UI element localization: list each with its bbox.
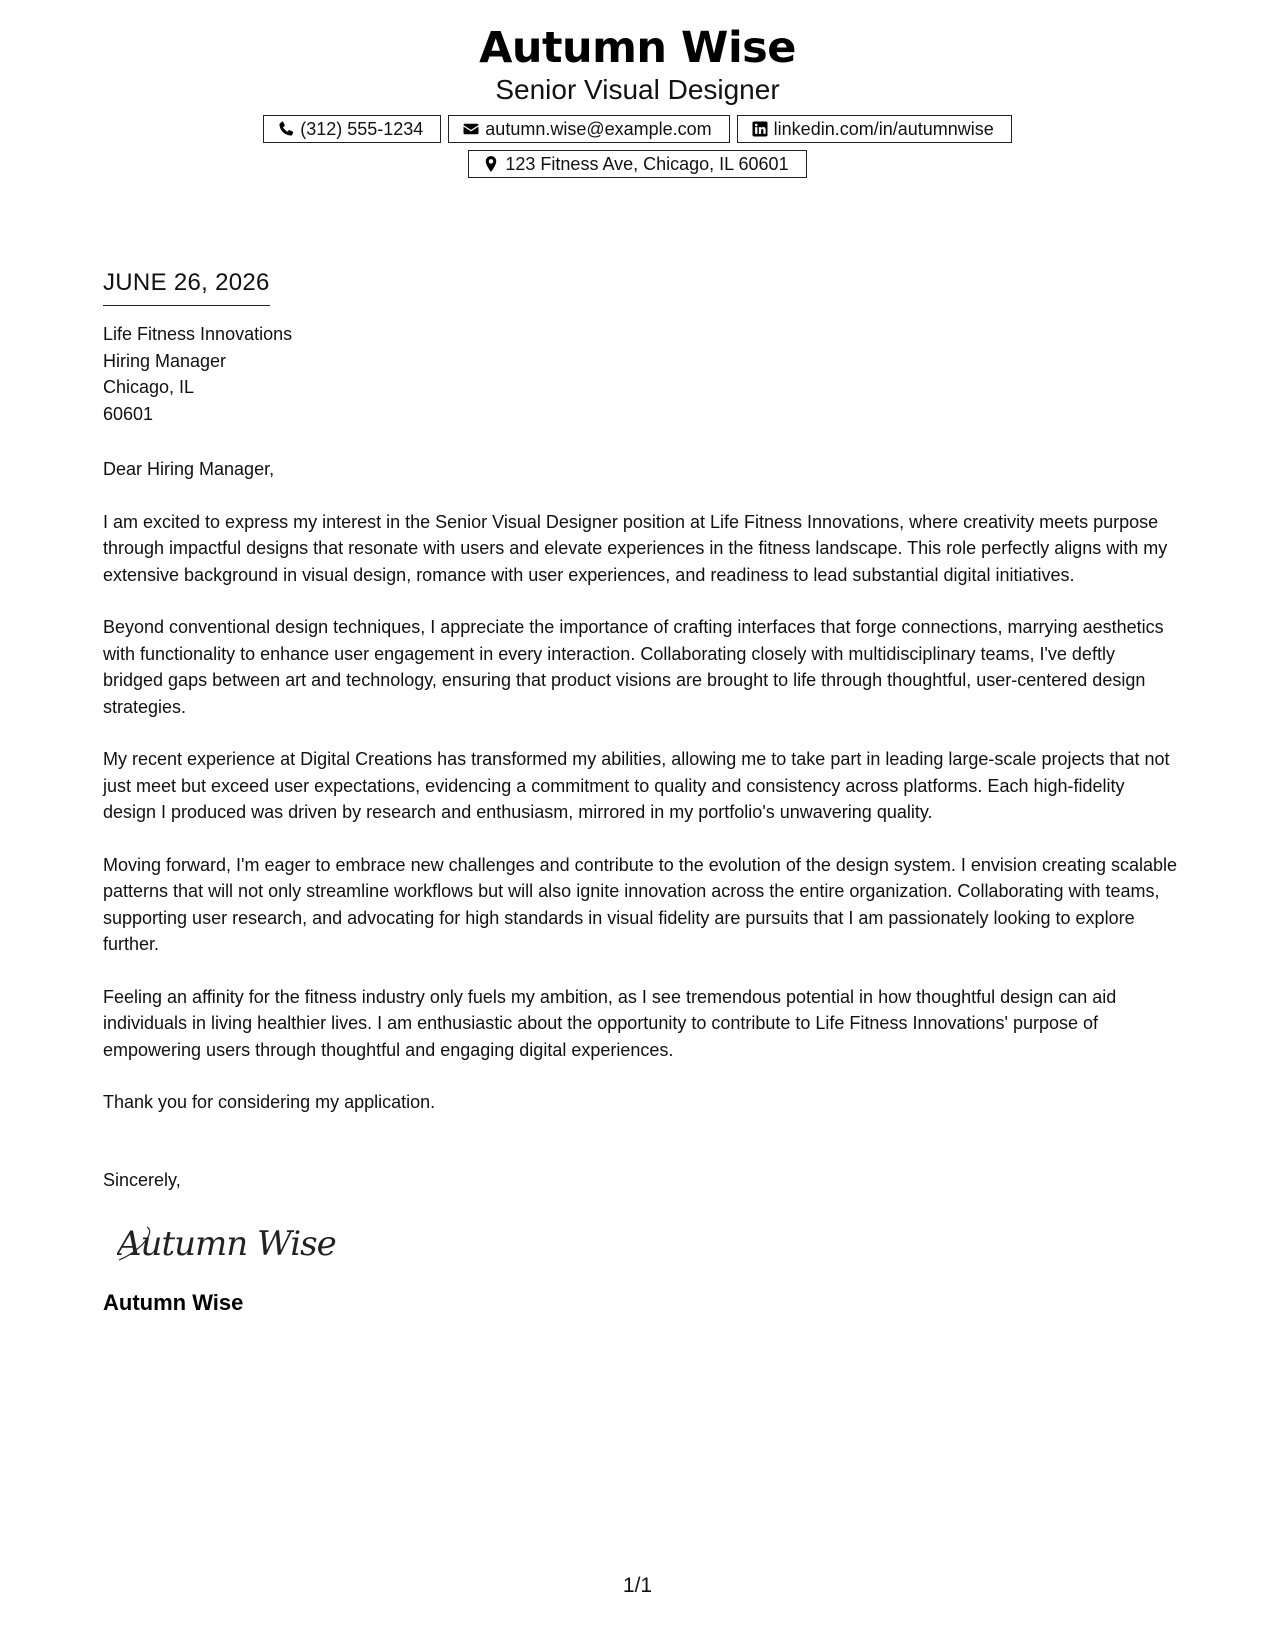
- recipient-city: Chicago, IL: [103, 377, 195, 397]
- applicant-title: Senior Visual Designer: [495, 74, 780, 105]
- phone-icon: [277, 120, 295, 138]
- salutation: Dear Hiring Manager,: [103, 459, 275, 479]
- letter-date: JUNE 26, 2026: [103, 268, 270, 306]
- body-paragraph: Feeling an affinity for the fitness industry only fuels my ambition, as I see tremendous potential in how thoughtful design can aid individuals in living healthier lives. I am enthusiastic about the opportunity to contribute to Life Fitness Innovations' purpose of empowering users through thoughtful and engaging digital experiences.: [103, 986, 1117, 1060]
- map-marker-icon: [482, 155, 500, 173]
- contact-address[interactable]: [468, 150, 806, 178]
- contact-row-primary: [0, 115, 1275, 143]
- contact-email[interactable]: [448, 115, 729, 143]
- recipient-role: Hiring Manager: [103, 350, 227, 371]
- envelope-icon: [462, 120, 480, 138]
- email-text: autumn.wise@example.com: [485, 118, 712, 139]
- handwritten-signature: [117, 1213, 347, 1271]
- body-paragraph: I am excited to express my interest in the Senior Visual Designer position at Life Fitness Innovations, where creativity meets purpose through impactful designs that resonate with users and elevate experiences in the fitness landscape. This role perfectly aligns with my extensive background in visual design, romance with user experiences, and readiness to lead substantial digital initiatives.: [103, 511, 1168, 585]
- letter-header: [0, 22, 1275, 178]
- body-paragraph: Moving forward, I'm eager to embrace new challenges and contribute to the evolution of the design system. I envision creating scalable patterns that will not only streamline workflows but will also ignite innovation across the entire organization. Collaborating with teams, supporting user research, and advocating for high standards in visual fidelity are pursuits that I am passionately looking to explore further.: [103, 854, 1178, 954]
- recipient-block: [103, 321, 1178, 427]
- closing: Sincerely,: [103, 1169, 181, 1190]
- signer-name: Autumn Wise: [103, 1290, 244, 1315]
- contact-phone[interactable]: [263, 115, 441, 143]
- body-paragraph: Beyond conventional design techniques, I appreciate the importance of crafting interfaces that forge connections, marrying aesthetics with functionality to enhance user engagement in every interaction. Collaborating closely with multidisciplinary teams, I've deftly bridged gaps between art and technology, ensuring that product visions are brought to life through thoughtful, user-centered design strategies.: [103, 617, 1164, 717]
- signature-text: Autumn Wise: [117, 1224, 336, 1264]
- contact-linkedin[interactable]: [737, 115, 1012, 143]
- page-number: 1/1: [622, 1574, 653, 1597]
- applicant-name: Autumn Wise: [479, 23, 796, 73]
- recipient-company: Life Fitness Innovations: [103, 324, 293, 344]
- body-paragraph: My recent experience at Digital Creations has transformed my abilities, allowing me to take part in leading large-scale projects that not just meet but exceed user expectations, evidencing a commitment to quality and consistency across platforms. Each high-fidelity design I produced was driven by research and enthusiasm, mirrored in my portfolio's unwavering quality.: [103, 749, 1170, 822]
- phone-text: (312) 555-1234: [300, 118, 424, 139]
- body-paragraph: Thank you for considering my application.: [103, 1092, 436, 1112]
- linkedin-icon: [751, 120, 769, 138]
- linkedin-text: linkedin.com/in/autumnwise: [773, 118, 994, 139]
- contact-row-secondary: [0, 150, 1275, 178]
- recipient-zip: 60601: [103, 403, 154, 424]
- address-text: 123 Fitness Ave, Chicago, IL 60601: [505, 153, 789, 174]
- letter-body: [103, 268, 1178, 1317]
